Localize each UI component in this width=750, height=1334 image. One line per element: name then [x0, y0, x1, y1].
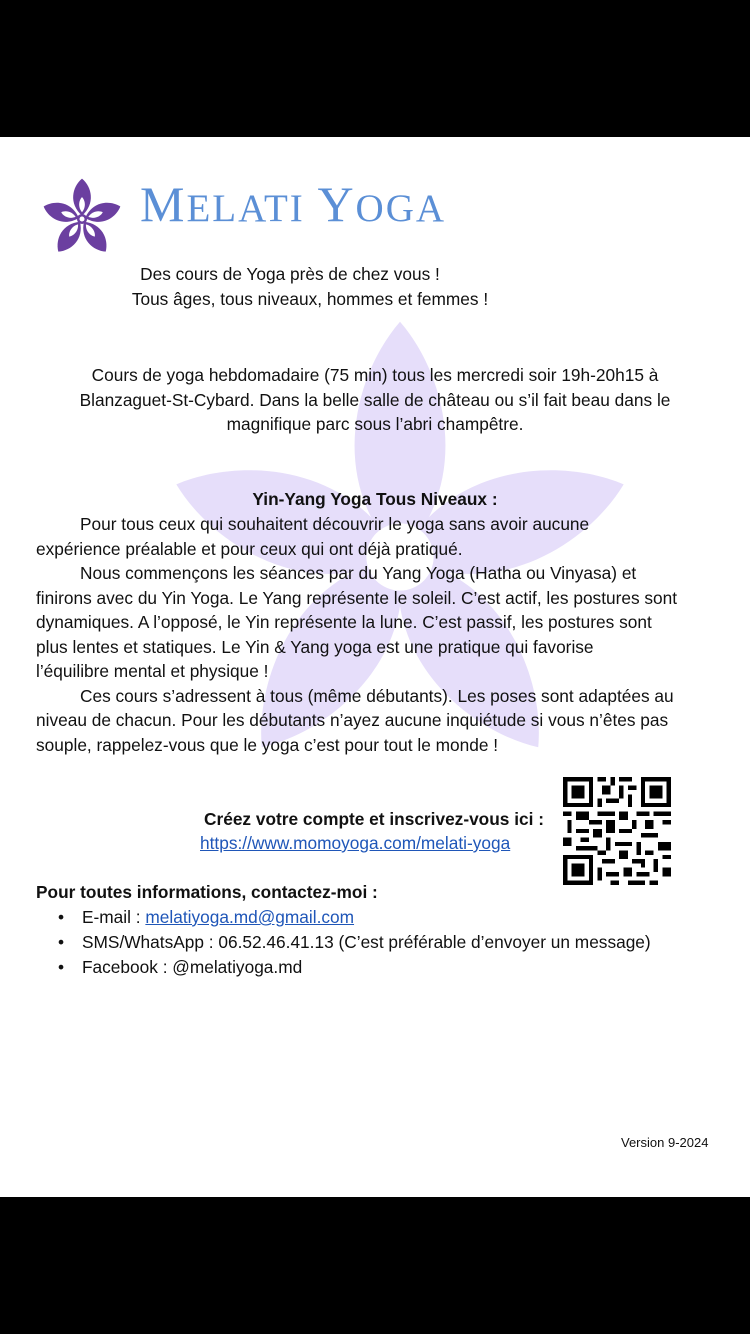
body-line: niveau de chacun. Pour les débutants n’ayez aucune inquiétude si vous n’êtes pas [36, 710, 669, 730]
schedule-line-1: Cours de yoga hebdomadaire (75 min) tous les mercredi soir 19h-20h15 à [91, 365, 659, 385]
body-line: Ces cours s’adressent à tous (même débutants). Les poses sont adaptées au [80, 685, 674, 706]
schedule-line-3: magnifique parc sous l’abri champêtre. [226, 414, 524, 434]
list-item [58, 905, 651, 930]
contact-heading: Pour toutes informations, contactez-moi : [36, 882, 378, 902]
version-label: Version 9-2024 [621, 1135, 709, 1150]
flower-icon [40, 177, 124, 261]
section-body [36, 512, 726, 757]
schedule-paragraph [0, 363, 750, 437]
body-line: dynamiques. A l’opposé, le Yin représente la lune. C’est passif, les postures sont [36, 612, 652, 632]
schedule-line-2: Blanzaguet-St-Cybard. Dans la belle salle de château ou s’il fait beau dans le [79, 389, 671, 410]
signup-label: Créez votre compte et inscrivez-vous ici : [204, 809, 544, 829]
signup-link[interactable]: https://www.momoyoga.com/melati-yoga [200, 833, 511, 853]
tagline [0, 262, 580, 311]
contact-list [58, 905, 651, 980]
qr-code-icon[interactable] [563, 777, 671, 885]
body-line: finirons avec du Yin Yoga. Le Yang représente le soleil. C’est actif, les postures sont [36, 587, 678, 608]
body-line: Nous commençons les séances par du Yang Yoga (Hatha ou Vinyasa) et [80, 563, 637, 583]
list-item: • SMS/WhatsApp : 06.52.46.41.13 (C’est préférable d’envoyer un message) [58, 930, 651, 955]
body-line: Pour tous ceux qui souhaitent découvrir le yoga sans avoir aucune [80, 514, 590, 534]
email-label: E-mail : [82, 907, 146, 927]
body-line: l’équilibre mental et physique ! [36, 661, 269, 681]
flyer-page [0, 137, 750, 1197]
tagline-line-1: Des cours de Yoga près de chez vous ! [140, 264, 440, 284]
email-link[interactable]: melatiyoga.md@gmail.com [145, 907, 355, 927]
section-heading: Yin-Yang Yoga Tous Niveaux : [252, 489, 498, 509]
list-item: • Facebook : @melatiyoga.md [58, 955, 651, 980]
brand-title: MELATI YOGA [140, 176, 447, 232]
body-line: plus lentes et statiques. Le Yin & Yang yoga est une pratique qui favorise [36, 636, 594, 657]
tagline-line-2: Tous âges, tous niveaux, hommes et femmes ! [131, 288, 489, 309]
body-line: expérience préalable et pour ceux qui ont déjà pratiqué. [36, 538, 463, 559]
body-line: souple, rappelez-vous que le yoga c’est pour tout le monde ! [36, 734, 499, 755]
